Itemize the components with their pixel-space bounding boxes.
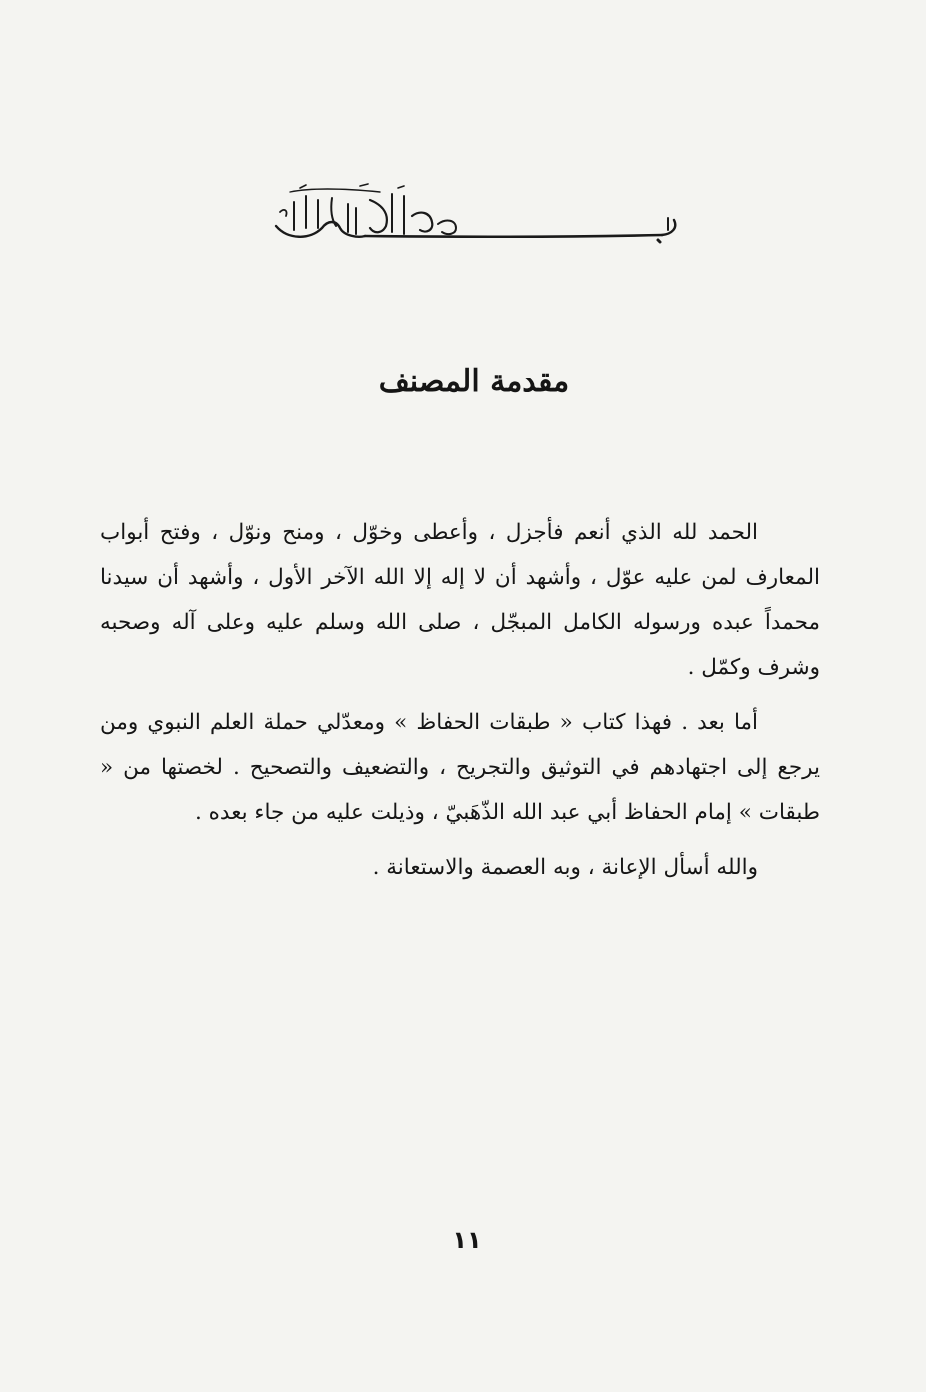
page-title: مقدمة المصنف [378, 364, 570, 399]
page-number: ١١ [452, 1226, 482, 1254]
preface-body [100, 510, 820, 890]
paragraph-2: أما بعد . فهذا كتاب « طبقات الحفاظ » ومعدّلي حملة العلم النبوي ومن يرجع إلى اجتهادهم في التوثيق والتجريح ، والتضعيف والتصحيح . لخصتها من « طبقات » إمام الحفاظ أبي عبد الله الذّهَبيّ ، وذيلت عليه من جاء بعده . [100, 710, 820, 825]
paragraph-1: الحمد لله الذي أنعم فأجزل ، وأعطى وخوّل ، ومنح ونوّل ، وفتح أبواب المعارف لمن عليه عوّل ، وأشهد أن لا إله إلا الله الآخر الأول ، وأشهد أن سيدنا محمداً عبده ورسوله الكامل المبجّل ، صلى الله وسلم عليه وعلى آله وصحبه وشرف وكمّل . [100, 520, 820, 680]
basmala-calligraphy [270, 182, 690, 252]
paragraph-3: والله أسأل الإعانة ، وبه العصمة والاستعانة . [372, 855, 758, 880]
basmala-drawing [270, 182, 690, 252]
